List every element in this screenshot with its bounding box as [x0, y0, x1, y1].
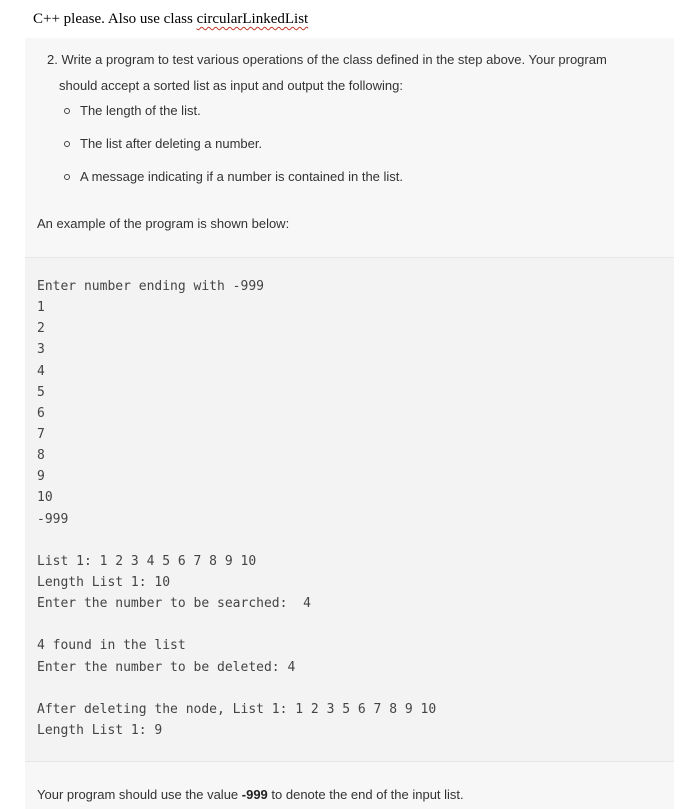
- code-line: List 1: 1 2 3 4 5 6 7 8 9 10: [37, 553, 257, 569]
- code-line: 3: [37, 342, 45, 358]
- code-line: [37, 530, 436, 551]
- code-line: 8: [37, 448, 45, 464]
- sentinel-value: -999: [241, 787, 268, 802]
- footer-before: Your program should use the value: [37, 787, 242, 802]
- code-line: 9: [37, 469, 45, 485]
- step-instruction-line2: should accept a sorted list as input and output the following:: [59, 78, 403, 93]
- footer-after: to denote the end of the input list.: [267, 787, 464, 802]
- question-header: [33, 11, 308, 28]
- bullet-circle-icon: [64, 174, 70, 180]
- bullet-item-search: [64, 169, 403, 184]
- code-line: Enter the number to be deleted: 4: [37, 659, 296, 675]
- code-line: Enter the number to be searched: 4: [37, 596, 311, 612]
- code-line: 2: [37, 321, 45, 337]
- bullet-item-delete: [64, 136, 262, 151]
- code-line: 4: [37, 363, 45, 379]
- code-line: 1: [37, 300, 45, 316]
- step-instruction-line1: 2. Write a program to test various operations of the class defined in the step above. Your program: [47, 52, 607, 67]
- code-line: [37, 614, 436, 635]
- bullet-text: A message indicating if a number is contained in the list.: [80, 169, 404, 184]
- code-line: After deleting the node, List 1: 1 2 3 5 6 7 8 9 10: [37, 701, 437, 717]
- code-line: 5: [37, 384, 45, 400]
- bullet-circle-icon: [64, 108, 70, 114]
- code-line: Length List 1: 10: [37, 574, 171, 590]
- bullet-circle-icon: [64, 141, 70, 147]
- code-line: Length List 1: 9: [37, 722, 163, 738]
- header-prefix: C++ please. Also use class: [33, 11, 197, 27]
- program-output: [37, 276, 436, 741]
- code-line: 6: [37, 405, 45, 421]
- bullet-text: The length of the list.: [80, 103, 201, 118]
- code-line: -999: [37, 511, 69, 527]
- footer-note: [37, 787, 464, 802]
- bullet-text: The list after deleting a number.: [80, 136, 263, 151]
- class-name-text: circularLinkedList: [196, 11, 309, 27]
- code-line: Enter number ending with -999: [37, 279, 264, 294]
- code-line: 10: [37, 490, 53, 506]
- code-line: [37, 678, 436, 699]
- bullet-item-length: [64, 103, 201, 118]
- example-intro: An example of the program is shown below:: [37, 216, 290, 231]
- code-line: 7: [37, 426, 45, 442]
- code-line: 4 found in the list: [37, 638, 186, 654]
